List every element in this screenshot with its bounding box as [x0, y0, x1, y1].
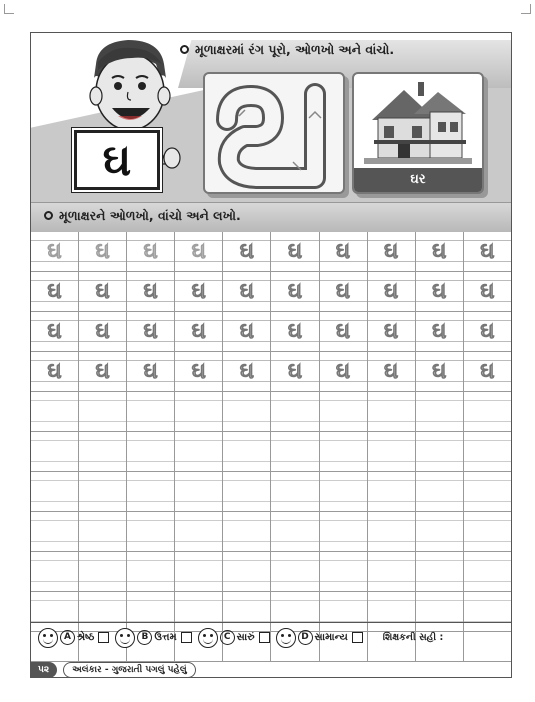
instruction-2: મૂળાક્ષરને ઓળખો, વાંચો અને લખો. [44, 208, 241, 224]
grading-bar [30, 622, 512, 652]
trace-cell[interactable]: ઘ [223, 232, 271, 271]
trace-cell[interactable]: ઘ [175, 232, 223, 271]
trace-cell[interactable]: ઘ [175, 352, 223, 391]
trace-cell[interactable]: ઘ [79, 272, 127, 311]
grade-a: A શ્રેષ્ઠ [38, 628, 109, 648]
trace-cell[interactable]: ઘ [320, 272, 368, 311]
teacher-signature-label: શિક્ષકની સહી : [382, 632, 444, 643]
trace-cell[interactable]: ઘ [79, 232, 127, 271]
trace-cell[interactable]: ઘ [416, 232, 464, 271]
trace-cell[interactable]: ઘ [464, 232, 512, 271]
tracing-row-3 [30, 312, 512, 352]
grade-d: D સામાન્ય [276, 628, 363, 648]
picture-label: ઘર [354, 168, 482, 192]
trace-cell[interactable]: ઘ [30, 352, 79, 391]
trace-cell[interactable]: ઘ [175, 272, 223, 311]
writing-row[interactable] [30, 472, 512, 512]
trace-cell[interactable]: ઘ [79, 352, 127, 391]
trace-cell[interactable]: ઘ [271, 272, 319, 311]
house-picture-panel [352, 72, 484, 194]
trace-cell[interactable]: ઘ [127, 272, 175, 311]
trace-cell[interactable]: ઘ [30, 232, 79, 271]
grade-b: B ઉત્તમ [115, 628, 191, 648]
trace-cell[interactable]: ઘ [223, 272, 271, 311]
writing-row[interactable] [30, 512, 512, 552]
trace-cell[interactable]: ઘ [320, 312, 368, 351]
trace-cell[interactable]: ઘ [368, 232, 416, 271]
grade-b-checkbox[interactable] [181, 632, 192, 643]
trace-cell[interactable]: ઘ [416, 352, 464, 391]
writing-row[interactable] [30, 432, 512, 472]
letter-card [74, 130, 160, 190]
letter-glyph: ઘ [102, 135, 132, 186]
outline-letter-panel [203, 72, 345, 194]
tracing-row-2 [30, 272, 512, 312]
bullet-icon [44, 211, 53, 220]
trace-cell[interactable]: ઘ [30, 272, 79, 311]
footer [30, 662, 196, 678]
smiley-icon [38, 628, 58, 648]
trace-cell[interactable]: ઘ [320, 352, 368, 391]
trace-cell[interactable]: ઘ [127, 352, 175, 391]
outline-letter-drawing [205, 74, 343, 192]
trace-cell[interactable]: ઘ [271, 352, 319, 391]
page-number: ૫૨ [30, 662, 57, 678]
instruction-1: મૂળાક્ષરમાં રંગ પૂરો, ઓળખો અને વાંચો. [180, 42, 394, 58]
trace-cell[interactable]: ઘ [464, 352, 512, 391]
smiley-icon [198, 628, 218, 648]
tracing-row-1 [30, 232, 512, 272]
smiley-icon [115, 628, 135, 648]
trace-cell[interactable]: ઘ [320, 232, 368, 271]
house-icon [354, 74, 482, 170]
trace-cell[interactable]: ઘ [368, 312, 416, 351]
trace-cell[interactable]: ઘ [464, 272, 512, 311]
crop-mark-top-right [521, 4, 531, 14]
tracing-grid [30, 232, 512, 392]
grade-d-checkbox[interactable] [352, 632, 363, 643]
trace-cell[interactable]: ઘ [223, 312, 271, 351]
trace-cell[interactable]: ઘ [464, 312, 512, 351]
trace-cell[interactable]: ઘ [127, 232, 175, 271]
crop-mark-top-left [4, 4, 14, 14]
book-title: અલંકાર - ગુજરાતી પગલું પહેલું [63, 662, 196, 678]
trace-cell[interactable]: ઘ [271, 312, 319, 351]
tracing-row-4 [30, 352, 512, 392]
trace-cell[interactable]: ઘ [30, 312, 79, 351]
trace-cell[interactable]: ઘ [368, 352, 416, 391]
trace-cell[interactable]: ઘ [416, 312, 464, 351]
trace-cell[interactable]: ઘ [127, 312, 175, 351]
writing-row[interactable] [30, 392, 512, 432]
worksheet-page [30, 32, 512, 678]
writing-row[interactable] [30, 552, 512, 592]
grade-a-checkbox[interactable] [98, 632, 109, 643]
trace-cell[interactable]: ઘ [271, 232, 319, 271]
trace-cell[interactable]: ઘ [223, 352, 271, 391]
trace-cell[interactable]: ઘ [416, 272, 464, 311]
trace-cell[interactable]: ઘ [368, 272, 416, 311]
trace-cell[interactable]: ઘ [79, 312, 127, 351]
grade-c: C સારું [198, 628, 270, 648]
smiley-icon [276, 628, 296, 648]
trace-cell[interactable]: ઘ [175, 312, 223, 351]
grade-c-checkbox[interactable] [259, 632, 270, 643]
